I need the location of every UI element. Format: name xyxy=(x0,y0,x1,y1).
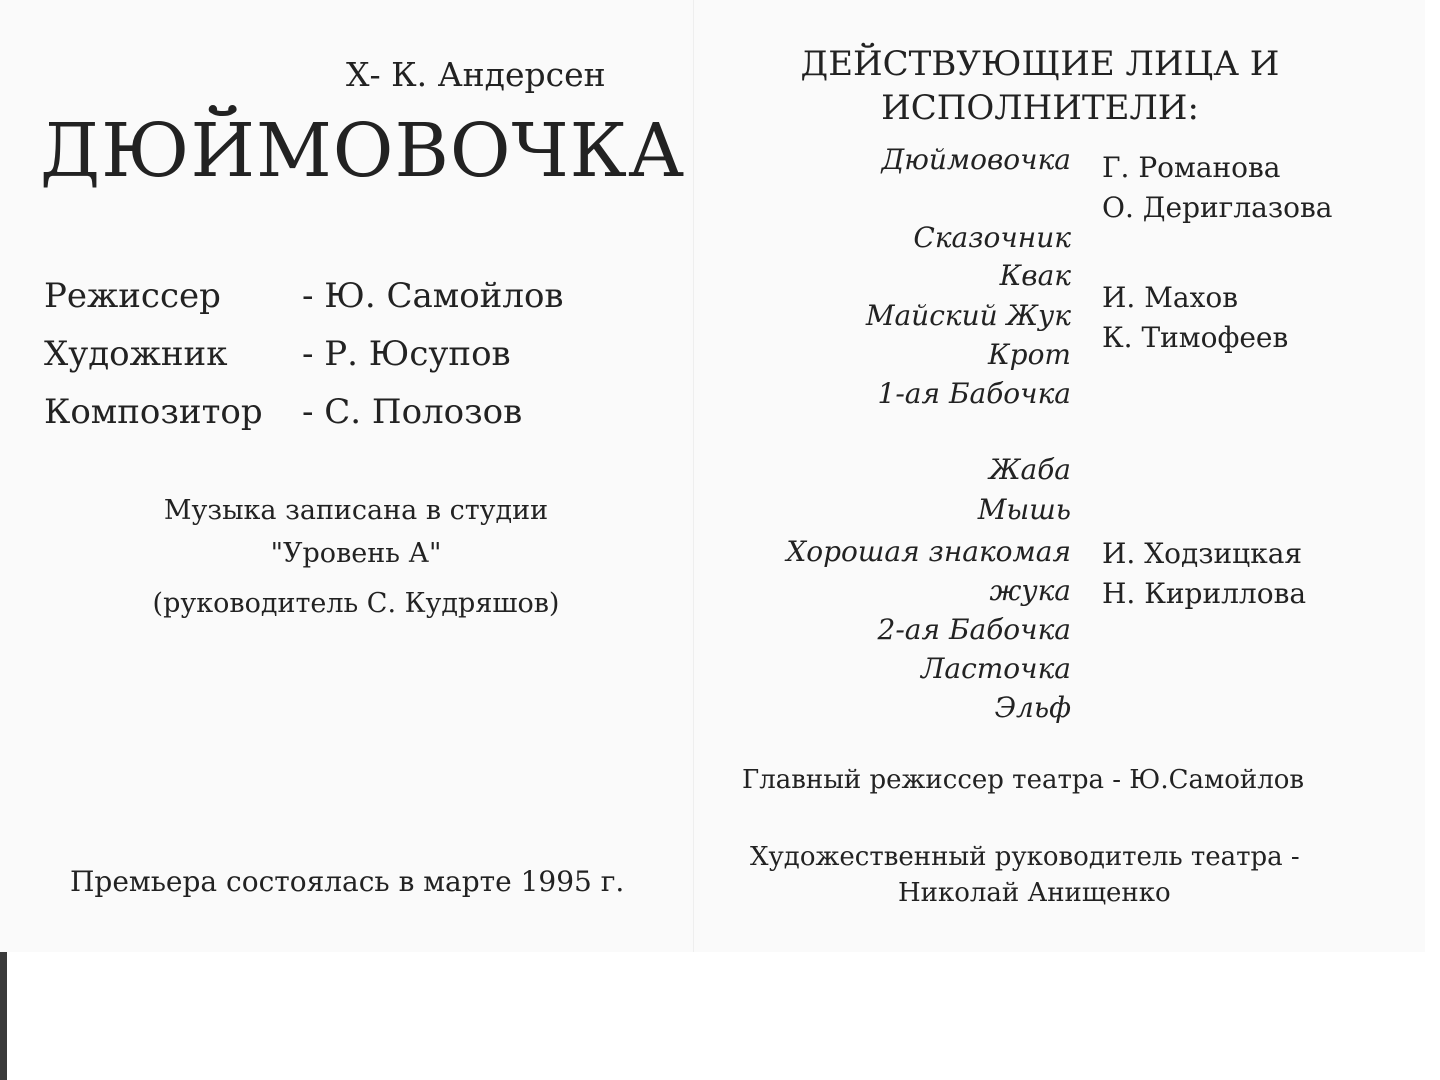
role-name: Крот xyxy=(987,338,1071,371)
role-name: Мышь xyxy=(977,493,1071,526)
play-title: ДЮЙМОВОЧКА xyxy=(40,108,685,194)
role-name: 1-ая Бабочка xyxy=(877,377,1071,410)
credit-role: Композитор xyxy=(44,392,263,432)
actor-name: Г. Романова xyxy=(1102,151,1281,184)
music-line: Музыка записана в студии xyxy=(163,495,549,526)
role-name: Жаба xyxy=(989,453,1071,486)
premiere-note: Премьера состоялась в марте 1995 г. xyxy=(70,865,625,898)
role-name: Хорошая знакомая xyxy=(786,535,1071,568)
actor-name: К. Тимофеев xyxy=(1102,321,1289,354)
credit-name: - С. Полозов xyxy=(302,392,523,432)
artistic-director-name: Николай Анищенко xyxy=(898,878,1171,908)
role-name: Сказочник xyxy=(913,221,1071,254)
scan-edge xyxy=(0,952,7,1080)
role-name: 2-ая Бабочка xyxy=(877,613,1071,646)
author: Х- К. Андерсен xyxy=(346,55,606,94)
chief-director: Главный режиссер театра - Ю.Самойлов xyxy=(742,765,1304,795)
actor-name: И. Махов xyxy=(1102,281,1238,314)
credit-name: - Ю. Самойлов xyxy=(302,276,564,316)
credit-role: Художник xyxy=(44,334,228,374)
page-fold xyxy=(693,0,694,952)
role-name: Майский Жук xyxy=(865,299,1071,332)
credit-name: - Р. Юсупов xyxy=(302,334,511,374)
cast-heading: ДЕЙСТВУЮЩИЕ ЛИЦА И xyxy=(800,44,1280,84)
credit-role: Режиссер xyxy=(44,276,221,316)
music-line: (руководитель С. Кудряшов) xyxy=(152,588,560,619)
role-name: Дюймовочка xyxy=(881,143,1071,176)
role-name: Ласточка xyxy=(921,652,1071,685)
cast-heading: ИСПОЛНИТЕЛИ: xyxy=(881,88,1199,128)
role-name: Эльф xyxy=(994,691,1071,724)
actor-name: Н. Кириллова xyxy=(1102,577,1307,610)
artistic-director-label: Художественный руководитель театра - xyxy=(750,842,1300,872)
role-name: жука xyxy=(989,574,1071,607)
actor-name: О. Дериглазова xyxy=(1102,191,1333,224)
music-line: "Уровень А" xyxy=(270,538,442,569)
actor-name: И. Ходзицкая xyxy=(1102,537,1303,570)
role-name: Квак xyxy=(999,259,1071,292)
